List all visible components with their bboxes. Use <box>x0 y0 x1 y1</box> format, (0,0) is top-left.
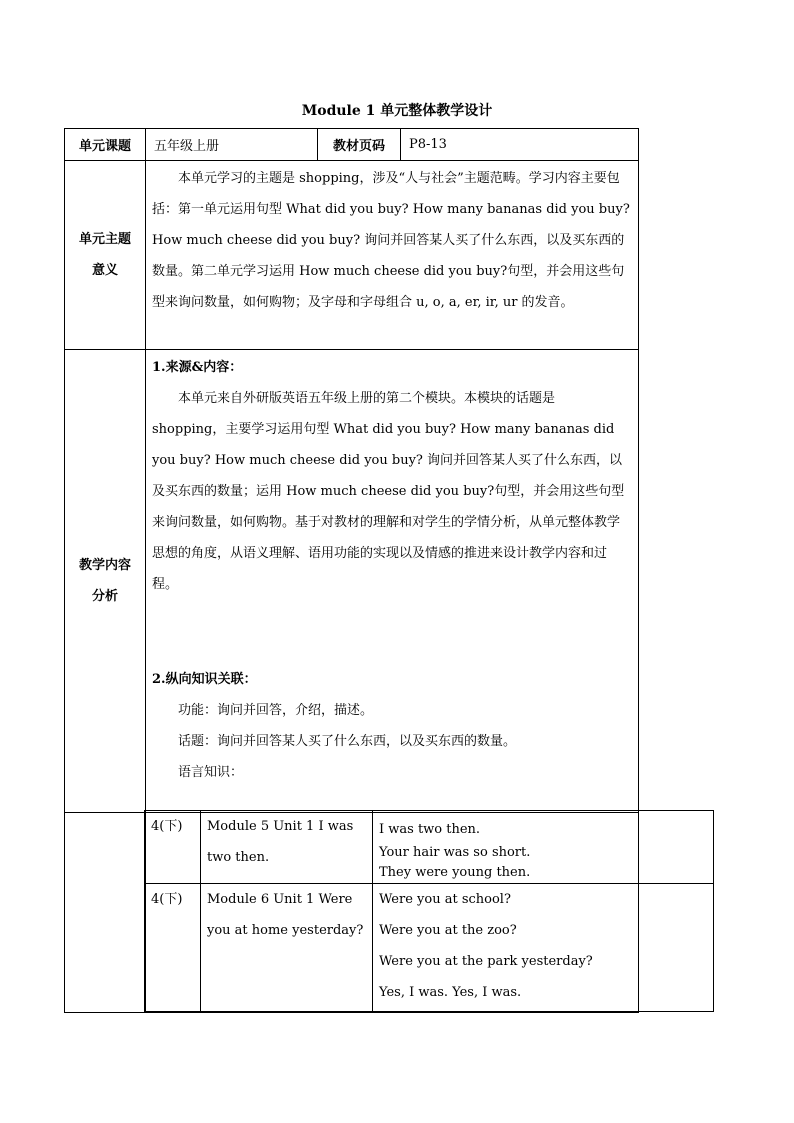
theme-label-line: 意义 <box>91 263 118 278</box>
theme-content <box>146 161 639 350</box>
unit-cell: Module 6 Unit 1 Were you at home yesterday? <box>201 884 373 1012</box>
theme-label-line: 单元主题 <box>78 232 131 247</box>
analysis-label <box>65 350 146 813</box>
textbook-page-value: P8-13 <box>401 129 639 161</box>
sentences-cell <box>373 811 639 884</box>
analysis-content <box>146 350 639 813</box>
grade-cell: 4(下) <box>145 811 201 884</box>
source-content-text: 本单元来自外研版英语五年级上册的第二个模块。本模块的话题是 shopping，主要学习运用句型 What did you buy? How many bananas did you buy? How much cheese did you buy? 询问并回答某人买了什么东西，以及买东西的数量；运用 How much cheese did you buy?句型，并会用这些句型来询问数量，如何购物。基于对教材的理解和对学生的学情分析，从单元整体教学思想的角度，从语义理解、语用功能的实现以及情感的推进来设计教学内容和过程。 <box>152 391 625 592</box>
sentence-line: Yes, I was. Yes, I was. <box>379 985 522 1000</box>
theme-text: 本单元学习的主题是 shopping，涉及“人与社会”主题范畴。学习内容主要包括：第一单元运用句型 What did you buy? How many bananas did you buy? How much cheese did you buy? 询问并回答某人买了什么东西，以及买东西的数量。第二单元学习运用 How much cheese did you buy?句型，并会用这些句型来询问数量，如何购物；及字母和字母组合 u, o, a, er, ir, ur 的发音。 <box>152 171 630 310</box>
topic-line: 话题：询问并回答某人买了什么东西，以及买东西的数量。 <box>178 734 517 749</box>
knowledge-table <box>144 810 714 1012</box>
extra-cell <box>639 811 714 884</box>
sentence-line: Were you at the park yesterday? <box>379 954 593 969</box>
analysis-label-line: 教学内容 <box>78 558 131 573</box>
theme-label <box>65 161 146 350</box>
analysis-label-line: 分析 <box>91 589 118 604</box>
header-row <box>65 129 639 161</box>
table-row <box>145 884 714 1012</box>
function-line: 功能：询问并回答，介绍，描述。 <box>178 703 374 718</box>
grade-cell: 4(下) <box>145 884 201 1012</box>
sentences-cell <box>373 884 639 1012</box>
document-title: Module 1 单元整体教学设计 <box>301 103 493 119</box>
source-content-heading: 1.来源&内容： <box>152 360 243 375</box>
sentence-line: I was two then. <box>379 822 481 837</box>
textbook-page-label: 教材页码 <box>318 129 401 161</box>
knowledge-table-left-cell <box>65 813 146 1013</box>
unit-topic-value: 五年级上册 <box>146 129 318 161</box>
sentence-line: Were you at the zoo? <box>379 923 517 938</box>
table-row <box>145 811 714 884</box>
extra-cell <box>639 884 714 1012</box>
sentence-line: They were young then. <box>379 865 531 880</box>
analysis-row <box>65 350 639 813</box>
language-knowledge-line: 语言知识： <box>178 765 244 780</box>
sentence-line: Were you at school? <box>379 892 511 907</box>
unit-topic-label: 单元课题 <box>65 129 146 161</box>
theme-row <box>65 161 639 350</box>
unit-cell: Module 5 Unit 1 I was two then. <box>201 811 373 884</box>
sentence-line: Your hair was so short. <box>379 845 531 860</box>
vertical-knowledge-heading: 2.纵向知识关联： <box>152 672 257 687</box>
